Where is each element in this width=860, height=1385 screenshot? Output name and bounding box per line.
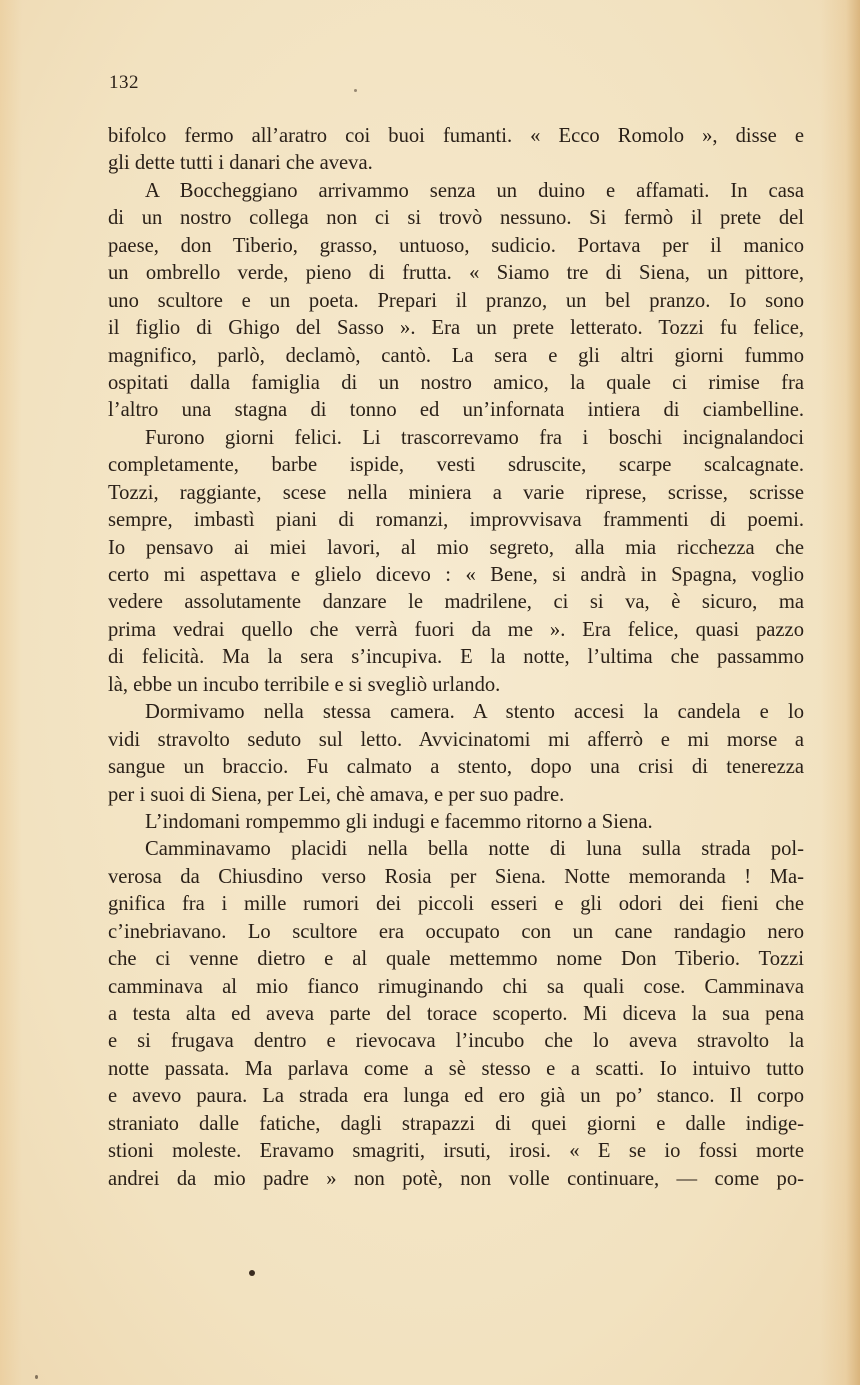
text-line: bifolco fermo all’aratro coi buoi fumanti. « Ecco Romolo », disse e (108, 125, 804, 147)
text-line: notte passata. Ma parlava come a sè stesso e a scatti. Io intuivo tutto (108, 1057, 804, 1080)
text-line: certo mi aspettava e glielo dicevo : « Bene, si andrà in Spagna, voglio (108, 564, 804, 586)
text-line: il figlio di Ghigo del Sasso ». Era un prete letterato. Tozzi fu felice, (108, 317, 804, 340)
body-text (108, 123, 804, 1193)
text-line: a testa alta ed aveva parte del torace scoperto. Mi diceva la sua pena (108, 1003, 804, 1025)
text-line: gnifica fra i mille rumori dei piccoli esseri e gli odori dei fieni che (108, 893, 804, 916)
text-line: straniato dalle fatiche, dagli strapazzi di quei giorni e dalle indige- (108, 1112, 804, 1135)
text-line: là, ebbe un incubo terribile e si svegliò urlando. (108, 673, 501, 696)
text-line: Furono giorni felici. Li trascorrevamo fra i boschi incignalandoci (145, 426, 804, 449)
text-line: paese, don Tiberio, grasso, untuoso, sudicio. Portava per il manico (108, 234, 804, 257)
ink-speck (249, 1270, 255, 1276)
text-line: completamente, barbe ispide, vesti sdruscite, scarpe scalcagnate. (108, 454, 804, 477)
text-line: uno scultore e un poeta. Prepari il pranzo, un bel pranzo. Io sono (108, 289, 804, 312)
text-line: camminava al mio fianco rimuginando chi sa quali cose. Camminava (108, 975, 804, 998)
text-line: di felicità. Ma la sera s’incupiva. E la notte, l’ultima che passammo (108, 646, 804, 669)
text-line: prima vedrai quello che verrà fuori da me ». Era felice, quasi pazzo (108, 618, 804, 641)
text-line: ospitati dalla famiglia di un nostro amico, la quale ci rimise fra (108, 371, 804, 394)
text-line: gli dette tutti i danari che aveva. (108, 152, 373, 175)
text-line: andrei da mio padre » non potè, non volle continuare, — come po- (108, 1167, 804, 1190)
text-line: Io pensavo ai miei lavori, al mio segreto, alla mia ricchezza che (108, 536, 804, 559)
text-line: sempre, imbastì piani di romanzi, improvvisava frammenti di poemi. (108, 509, 804, 532)
text-line: stioni moleste. Eravamo smagriti, irsuti, irosi. « E se io fossi morte (108, 1140, 804, 1163)
text-line: per i suoi di Siena, per Lei, chè amava, e per suo padre. (108, 783, 565, 806)
text-line: sangue un braccio. Fu calmato a stento, dopo una crisi di tenerezza (108, 756, 804, 779)
text-line: vidi stravolto seduto sul letto. Avvicinatomi mi afferrò e mi morse a (108, 728, 804, 751)
text-line: che ci venne dietro e al quale mettemmo nome Don Tiberio. Tozzi (108, 948, 804, 971)
text-line: vedere assolutamente danzare le madrilene, ci si va, è sicuro, ma (108, 591, 804, 614)
text-line: A Boccheggiano arrivammo senza un duino e affamati. In casa (145, 179, 804, 202)
ink-speck (354, 89, 357, 92)
text-line: verosa da Chiusdino verso Rosia per Siena. Notte memoranda ! Ma- (108, 865, 804, 888)
page-number: 132 (109, 72, 139, 93)
text-line: L’indomani rompemmo gli indugi e facemmo ritorno a Siena. (145, 810, 653, 833)
text-line: e avevo paura. La strada era lunga ed ero già un po’ stanco. Il corpo (108, 1085, 804, 1108)
text-line: Tozzi, raggiante, scese nella miniera a varie riprese, scrisse, scrisse (108, 481, 804, 504)
text-line: un ombrello verde, pieno di frutta. « Siamo tre di Siena, un pittore, (108, 262, 804, 285)
text-line: l’altro una stagna di tonno ed un’infornata intiera di ciambelline. (108, 399, 804, 422)
text-line: e si frugava dentro e rievocava l’incubo che lo aveva stravolto la (108, 1030, 804, 1053)
text-line: Dormivamo nella stessa camera. A stento accesi la candela e lo (145, 701, 804, 724)
text-line: c’inebriavano. Lo scultore era occupato con un cane randagio nero (108, 920, 804, 943)
text-line: Camminavamo placidi nella bella notte di luna sulla strada pol- (145, 838, 804, 861)
text-line: magnifico, parlò, declamò, cantò. La sera e gli altri giorni fummo (108, 344, 804, 367)
text-line: di un nostro collega non ci si trovò nessuno. Si fermò il prete del (108, 207, 804, 230)
ink-speck (35, 1375, 38, 1379)
